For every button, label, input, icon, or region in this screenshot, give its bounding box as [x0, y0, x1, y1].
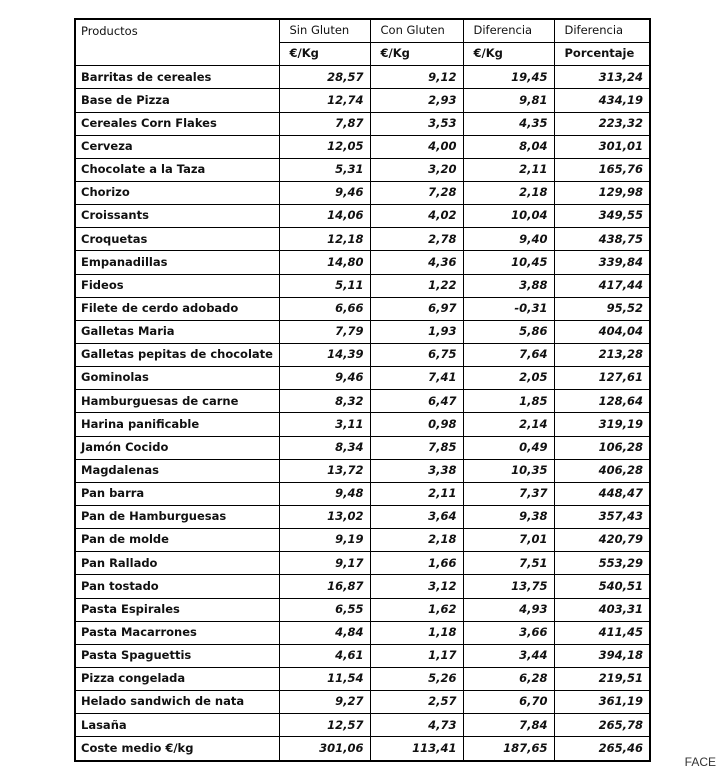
- porcentaje-cell: 319,19: [554, 413, 650, 436]
- diferencia-cell: 10,35: [463, 459, 554, 482]
- table-row: [75, 274, 650, 297]
- diferencia-cell: 10,04: [463, 205, 554, 228]
- con-gluten-cell: 2,57: [370, 691, 463, 714]
- table-row: [75, 66, 650, 89]
- table-row: [75, 158, 650, 181]
- product-name-cell: Pan Rallado: [75, 552, 279, 575]
- con-gluten-cell: 1,18: [370, 621, 463, 644]
- product-name-cell: Pan tostado: [75, 575, 279, 598]
- sin-gluten-cell: 12,18: [279, 228, 370, 251]
- con-gluten-cell: 7,28: [370, 181, 463, 204]
- table-row: [75, 621, 650, 644]
- diferencia-cell: 7,01: [463, 529, 554, 552]
- con-gluten-cell: 4,73: [370, 714, 463, 737]
- sin-gluten-cell: 4,61: [279, 644, 370, 667]
- sin-gluten-cell: 16,87: [279, 575, 370, 598]
- sin-gluten-cell: 5,11: [279, 274, 370, 297]
- porcentaje-cell: 404,04: [554, 320, 650, 343]
- sin-gluten-cell: 5,31: [279, 158, 370, 181]
- porcentaje-cell: 349,55: [554, 205, 650, 228]
- table-row: [75, 436, 650, 459]
- porcentaje-cell: 339,84: [554, 251, 650, 274]
- sin-gluten-cell: 301,06: [279, 737, 370, 761]
- diferencia-cell: 3,44: [463, 644, 554, 667]
- porcentaje-cell: 438,75: [554, 228, 650, 251]
- con-gluten-cell: 7,41: [370, 367, 463, 390]
- sin-gluten-cell: 14,39: [279, 343, 370, 366]
- con-gluten-cell: 2,18: [370, 529, 463, 552]
- diferencia-cell: 7,84: [463, 714, 554, 737]
- porcentaje-cell: 128,64: [554, 390, 650, 413]
- table-header-row: [75, 19, 650, 43]
- product-name-cell: Hamburguesas de carne: [75, 390, 279, 413]
- product-name-cell: Pan de Hamburguesas: [75, 505, 279, 528]
- price-comparison-table: [74, 18, 651, 762]
- diferencia-cell: 2,11: [463, 158, 554, 181]
- table-row: [75, 552, 650, 575]
- sin-gluten-cell: 13,72: [279, 459, 370, 482]
- diferencia-cell: 5,86: [463, 320, 554, 343]
- porcentaje-cell: 420,79: [554, 529, 650, 552]
- product-name-cell: Pizza congelada: [75, 667, 279, 690]
- diferencia-cell: 6,28: [463, 667, 554, 690]
- product-name-cell: Galletas Maria: [75, 320, 279, 343]
- porcentaje-cell: 540,51: [554, 575, 650, 598]
- diferencia-cell: 2,18: [463, 181, 554, 204]
- units-diferencia: €/Kg: [463, 43, 554, 66]
- con-gluten-cell: 3,12: [370, 575, 463, 598]
- con-gluten-cell: 6,47: [370, 390, 463, 413]
- porcentaje-cell: 394,18: [554, 644, 650, 667]
- table-row: [75, 205, 650, 228]
- product-name-cell: Empanadillas: [75, 251, 279, 274]
- table-row: [75, 89, 650, 112]
- table-units-row: [75, 43, 650, 66]
- diferencia-cell: 6,70: [463, 691, 554, 714]
- table-row: [75, 135, 650, 158]
- diferencia-cell: 4,35: [463, 112, 554, 135]
- sin-gluten-cell: 9,46: [279, 181, 370, 204]
- table-row: [75, 529, 650, 552]
- diferencia-cell: 1,85: [463, 390, 554, 413]
- porcentaje-cell: 406,28: [554, 459, 650, 482]
- sin-gluten-cell: 12,57: [279, 714, 370, 737]
- diferencia-cell: 3,66: [463, 621, 554, 644]
- sin-gluten-cell: 28,57: [279, 66, 370, 89]
- con-gluten-cell: 0,98: [370, 413, 463, 436]
- sin-gluten-cell: 8,32: [279, 390, 370, 413]
- con-gluten-cell: 113,41: [370, 737, 463, 761]
- con-gluten-cell: 3,53: [370, 112, 463, 135]
- porcentaje-cell: 448,47: [554, 482, 650, 505]
- con-gluten-cell: 9,12: [370, 66, 463, 89]
- product-name-cell: Pasta Spaguettis: [75, 644, 279, 667]
- table-row-total: [75, 737, 650, 761]
- header-productos: Productos: [75, 19, 279, 43]
- diferencia-cell: 7,64: [463, 343, 554, 366]
- con-gluten-cell: 1,62: [370, 598, 463, 621]
- con-gluten-cell: 1,17: [370, 644, 463, 667]
- sin-gluten-cell: 4,84: [279, 621, 370, 644]
- sin-gluten-cell: 3,11: [279, 413, 370, 436]
- porcentaje-cell: 411,45: [554, 621, 650, 644]
- table-row: [75, 112, 650, 135]
- header-diferencia-porcentaje: Diferencia: [554, 19, 650, 43]
- table-row: [75, 714, 650, 737]
- product-name-cell: Base de Pizza: [75, 89, 279, 112]
- product-name-cell: Cerveza: [75, 135, 279, 158]
- diferencia-cell: 13,75: [463, 575, 554, 598]
- sin-gluten-cell: 9,48: [279, 482, 370, 505]
- diferencia-cell: 187,65: [463, 737, 554, 761]
- diferencia-cell: 8,04: [463, 135, 554, 158]
- porcentaje-cell: 95,52: [554, 297, 650, 320]
- table-row: [75, 390, 650, 413]
- product-name-cell: Jamón Cocido: [75, 436, 279, 459]
- diferencia-cell: -0,31: [463, 297, 554, 320]
- sin-gluten-cell: 12,74: [279, 89, 370, 112]
- product-name-cell: Lasaña: [75, 714, 279, 737]
- sin-gluten-cell: 11,54: [279, 667, 370, 690]
- porcentaje-cell: 361,19: [554, 691, 650, 714]
- product-name-cell: Pan de molde: [75, 529, 279, 552]
- table-row: [75, 482, 650, 505]
- product-name-cell: Helado sandwich de nata: [75, 691, 279, 714]
- porcentaje-cell: 403,31: [554, 598, 650, 621]
- product-name-cell: Barritas de cereales: [75, 66, 279, 89]
- diferencia-cell: 0,49: [463, 436, 554, 459]
- product-name-cell: Galletas pepitas de chocolate: [75, 343, 279, 366]
- header-sin-gluten: Sin Gluten: [279, 19, 370, 43]
- con-gluten-cell: 3,20: [370, 158, 463, 181]
- porcentaje-cell: 219,51: [554, 667, 650, 690]
- table-row: [75, 343, 650, 366]
- product-name-cell: Croquetas: [75, 228, 279, 251]
- table-row: [75, 297, 650, 320]
- table-row: [75, 598, 650, 621]
- units-con-gluten: €/Kg: [370, 43, 463, 66]
- porcentaje-cell: 313,24: [554, 66, 650, 89]
- diferencia-cell: 9,40: [463, 228, 554, 251]
- porcentaje-cell: 223,32: [554, 112, 650, 135]
- product-name-cell: Fideos: [75, 274, 279, 297]
- diferencia-cell: 19,45: [463, 66, 554, 89]
- porcentaje-cell: 265,78: [554, 714, 650, 737]
- sin-gluten-cell: 14,80: [279, 251, 370, 274]
- con-gluten-cell: 4,00: [370, 135, 463, 158]
- sin-gluten-cell: 6,55: [279, 598, 370, 621]
- diferencia-cell: 7,37: [463, 482, 554, 505]
- diferencia-cell: 9,38: [463, 505, 554, 528]
- product-name-cell: Chocolate a la Taza: [75, 158, 279, 181]
- porcentaje-cell: 417,44: [554, 274, 650, 297]
- header-diferencia: Diferencia: [463, 19, 554, 43]
- sin-gluten-cell: 8,34: [279, 436, 370, 459]
- sin-gluten-cell: 9,17: [279, 552, 370, 575]
- con-gluten-cell: 2,93: [370, 89, 463, 112]
- porcentaje-cell: 357,43: [554, 505, 650, 528]
- diferencia-cell: 7,51: [463, 552, 554, 575]
- con-gluten-cell: 2,78: [370, 228, 463, 251]
- product-name-cell: Coste medio €/kg: [75, 737, 279, 761]
- con-gluten-cell: 6,75: [370, 343, 463, 366]
- diferencia-cell: 2,14: [463, 413, 554, 436]
- con-gluten-cell: 1,93: [370, 320, 463, 343]
- con-gluten-cell: 2,11: [370, 482, 463, 505]
- diferencia-cell: 10,45: [463, 251, 554, 274]
- product-name-cell: Gominolas: [75, 367, 279, 390]
- con-gluten-cell: 4,02: [370, 205, 463, 228]
- diferencia-cell: 4,93: [463, 598, 554, 621]
- sin-gluten-cell: 6,66: [279, 297, 370, 320]
- product-name-cell: Croissants: [75, 205, 279, 228]
- diferencia-cell: 3,88: [463, 274, 554, 297]
- porcentaje-cell: 127,61: [554, 367, 650, 390]
- table-row: [75, 251, 650, 274]
- units-sin-gluten: €/Kg: [279, 43, 370, 66]
- table-row: [75, 691, 650, 714]
- header-con-gluten: Con Gluten: [370, 19, 463, 43]
- sin-gluten-cell: 9,46: [279, 367, 370, 390]
- product-name-cell: Harina panificable: [75, 413, 279, 436]
- porcentaje-cell: 553,29: [554, 552, 650, 575]
- porcentaje-cell: 301,01: [554, 135, 650, 158]
- product-name-cell: Pan barra: [75, 482, 279, 505]
- sin-gluten-cell: 9,19: [279, 529, 370, 552]
- diferencia-cell: 9,81: [463, 89, 554, 112]
- source-label: FACE: [684, 755, 716, 769]
- con-gluten-cell: 5,26: [370, 667, 463, 690]
- con-gluten-cell: 4,36: [370, 251, 463, 274]
- porcentaje-cell: 265,46: [554, 737, 650, 761]
- con-gluten-cell: 3,64: [370, 505, 463, 528]
- con-gluten-cell: 7,85: [370, 436, 463, 459]
- porcentaje-cell: 165,76: [554, 158, 650, 181]
- table-body: [75, 66, 650, 761]
- table-row: [75, 181, 650, 204]
- porcentaje-cell: 434,19: [554, 89, 650, 112]
- units-blank: [75, 43, 279, 66]
- sin-gluten-cell: 7,87: [279, 112, 370, 135]
- table-row: [75, 644, 650, 667]
- con-gluten-cell: 6,97: [370, 297, 463, 320]
- sin-gluten-cell: 13,02: [279, 505, 370, 528]
- product-name-cell: Cereales Corn Flakes: [75, 112, 279, 135]
- sin-gluten-cell: 7,79: [279, 320, 370, 343]
- product-name-cell: Pasta Espirales: [75, 598, 279, 621]
- table-row: [75, 575, 650, 598]
- product-name-cell: Pasta Macarrones: [75, 621, 279, 644]
- con-gluten-cell: 1,22: [370, 274, 463, 297]
- con-gluten-cell: 3,38: [370, 459, 463, 482]
- table-row: [75, 667, 650, 690]
- table-row: [75, 413, 650, 436]
- con-gluten-cell: 1,66: [370, 552, 463, 575]
- table-row: [75, 505, 650, 528]
- porcentaje-cell: 106,28: [554, 436, 650, 459]
- sin-gluten-cell: 14,06: [279, 205, 370, 228]
- table-row: [75, 367, 650, 390]
- sin-gluten-cell: 12,05: [279, 135, 370, 158]
- product-name-cell: Chorizo: [75, 181, 279, 204]
- product-name-cell: Filete de cerdo adobado: [75, 297, 279, 320]
- sin-gluten-cell: 9,27: [279, 691, 370, 714]
- product-name-cell: Magdalenas: [75, 459, 279, 482]
- table-row: [75, 228, 650, 251]
- units-porcentaje: Porcentaje: [554, 43, 650, 66]
- diferencia-cell: 2,05: [463, 367, 554, 390]
- table-row: [75, 320, 650, 343]
- porcentaje-cell: 129,98: [554, 181, 650, 204]
- porcentaje-cell: 213,28: [554, 343, 650, 366]
- table-row: [75, 459, 650, 482]
